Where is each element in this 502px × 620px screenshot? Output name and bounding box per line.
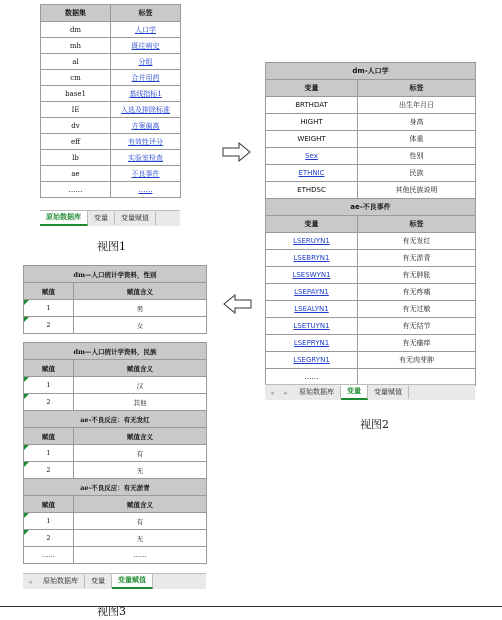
view2-label-cell: 有无过敏 [358, 301, 476, 318]
view3-value-cell: 1 [24, 513, 74, 530]
view2-label-cell: 有无疼痛 [358, 284, 476, 301]
view1-label-link[interactable]: 入选及排除标准 [111, 102, 181, 118]
view1-tab-variables[interactable]: 变量 [88, 212, 115, 225]
view1-header-dataset: 数据集 [41, 5, 111, 22]
view1-tab-raw-database[interactable]: 原始数据库 [40, 211, 88, 226]
view1-sheet-tabs [40, 210, 180, 226]
view2-label-cell: 体重 [358, 131, 476, 148]
page-divider [0, 606, 502, 607]
view2-tab-variable-values[interactable]: 变量赋值 [368, 386, 409, 399]
view1-dataset-table [40, 4, 181, 198]
view2-label-cell: 有无发红 [358, 233, 476, 250]
view2-header-variable: 变量 [266, 80, 358, 97]
view2-header-variable: 变量 [266, 216, 358, 233]
view2-header-label: 标签 [358, 80, 476, 97]
view2-label-cell: 身高 [358, 114, 476, 131]
view1-dataset-cell: mh [41, 38, 111, 54]
view1-panel [40, 4, 180, 228]
view3-value-cell: 1 [24, 300, 74, 317]
view2-variable-link[interactable]: LSEBRYN1 [266, 250, 358, 267]
view2-tab-raw-database[interactable]: 原始数据库 [293, 386, 341, 399]
view2-variable-table [265, 62, 476, 386]
view1-label-link[interactable]: …… [111, 182, 181, 198]
view3-meaning-cell: 汉 [74, 377, 207, 394]
arrow-right-icon [222, 142, 252, 162]
view2-tab-variables[interactable]: 变量 [341, 385, 368, 400]
view2-label-cell: 有无瘙痒 [358, 335, 476, 352]
view2-variable-link[interactable]: LSETUYN1 [266, 318, 358, 335]
view2-label-cell: 民族 [358, 165, 476, 182]
view3-value-cell: 2 [24, 394, 74, 411]
view1-tab-variable-values[interactable]: 变量赋值 [115, 212, 156, 225]
view2-variable-link[interactable]: LSEPRYN1 [266, 335, 358, 352]
view2-label-cell: 性别 [358, 148, 476, 165]
view3-panel [23, 265, 206, 590]
view3-sheet-tabs [23, 573, 206, 589]
view3-value-cell: 1 [24, 445, 74, 462]
view3-meaning-cell: 有 [74, 445, 207, 462]
view2-sheet-tabs [265, 384, 475, 400]
view3-value-cell: 2 [24, 530, 74, 547]
view3-value-cell: 1 [24, 377, 74, 394]
view3-header-meaning: 赋值含义 [74, 496, 207, 513]
view3-ellipsis-cell: …… [24, 547, 74, 564]
view1-label-link[interactable]: 有效性评分 [111, 134, 181, 150]
view1-dataset-cell: cm [41, 70, 111, 86]
view3-meaning-cell: 其他 [74, 394, 207, 411]
view1-label-link[interactable]: 实验室检查 [111, 150, 181, 166]
view3-block-title: ae-不良反应：有无淤青 [24, 479, 207, 496]
tab-scroll-left-icon[interactable]: ◂ [28, 577, 32, 586]
view2-variable-cell: …… [266, 369, 358, 386]
view2-label-cell [358, 369, 476, 386]
view1-dataset-cell: dv [41, 118, 111, 134]
view1-dataset-cell: lb [41, 150, 111, 166]
view3-header-value: 赋值 [24, 360, 74, 377]
view1-dataset-cell: eff [41, 134, 111, 150]
view3-header-value: 赋值 [24, 428, 74, 445]
view2-variable-link[interactable]: LSEGRYN1 [266, 352, 358, 369]
view3-block-title: ae-不良反应：有无发红 [24, 411, 207, 428]
view3-block-title: dm—人口统计学资料，民族 [24, 343, 207, 360]
view3-meaning-cell: 无 [74, 462, 207, 479]
view3-value-cell: 2 [24, 317, 74, 334]
view2-label-cell: 有无肉芽肿 [358, 352, 476, 369]
view1-dataset-cell: ae [41, 166, 111, 182]
view2-panel [265, 62, 475, 400]
view1-dataset-cell: base1 [41, 86, 111, 102]
view2-variable-link[interactable]: LSEPAYN1 [266, 284, 358, 301]
view2-label-cell: 出生年月日 [358, 97, 476, 114]
view1-dataset-cell: IE [41, 102, 111, 118]
view3-tab-variable-values[interactable]: 变量赋值 [112, 574, 153, 589]
view3-value-table [23, 265, 207, 564]
view2-variable-link[interactable]: LSESWYN1 [266, 267, 358, 284]
view1-label-link[interactable]: 分组 [111, 54, 181, 70]
view3-header-meaning: 赋值含义 [74, 428, 207, 445]
view3-block-title: dm—人口统计学资料，性别 [24, 266, 207, 283]
view1-dataset-cell: …… [41, 182, 111, 198]
view1-label-link[interactable]: 人口学 [111, 22, 181, 38]
view2-variable-link[interactable]: Sex [266, 148, 358, 165]
view2-caption: 视图2 [360, 418, 389, 431]
view1-caption: 视图1 [97, 240, 126, 253]
view1-label-link[interactable]: 方案偏离 [111, 118, 181, 134]
view2-variable-link[interactable]: ETHNIC [266, 165, 358, 182]
view2-section-dm-title: dm-人口学 [266, 63, 476, 80]
view2-variable-cell: BRTHDAT [266, 97, 358, 114]
view1-header-label: 标签 [111, 5, 181, 22]
view1-label-link[interactable]: 合并用药 [111, 70, 181, 86]
view2-label-cell: 有无结节 [358, 318, 476, 335]
view2-variable-cell: WEIGHT [266, 131, 358, 148]
tab-scroll-left-icon[interactable]: ◂ [270, 388, 274, 397]
view3-header-meaning: 赋值含义 [74, 360, 207, 377]
arrow-left-icon [222, 294, 252, 314]
view2-label-cell: 其他民族说明 [358, 182, 476, 199]
view3-meaning-cell: 有 [74, 513, 207, 530]
view2-section-ae-title: ae-不良事件 [266, 199, 476, 216]
view2-variable-cell: HIGHT [266, 114, 358, 131]
view2-variable-link[interactable]: LSEALYN1 [266, 301, 358, 318]
view1-dataset-cell: dm [41, 22, 111, 38]
view1-label-link[interactable]: 既往病史 [111, 38, 181, 54]
view3-tab-variables[interactable]: 变量 [85, 575, 112, 588]
view2-variable-cell: ETHDSC [266, 182, 358, 199]
view1-label-link[interactable]: 基线指标1 [111, 86, 181, 102]
view3-meaning-cell: 男 [74, 300, 207, 317]
view3-header-value: 赋值 [24, 496, 74, 513]
view3-header-value: 赋值 [24, 283, 74, 300]
view3-ellipsis-cell: …… [74, 547, 207, 564]
view3-header-meaning: 赋值含义 [74, 283, 207, 300]
view2-label-cell: 有无肿胀 [358, 267, 476, 284]
tab-scroll-right-icon[interactable]: ▸ [284, 388, 288, 397]
view1-label-link[interactable]: 不良事件 [111, 166, 181, 182]
view3-caption: 视图3 [97, 605, 126, 618]
view1-dataset-cell: al [41, 54, 111, 70]
view2-header-label: 标签 [358, 216, 476, 233]
view3-meaning-cell: 无 [74, 530, 207, 547]
view2-label-cell: 有无淤青 [358, 250, 476, 267]
view3-meaning-cell: 女 [74, 317, 207, 334]
view3-tab-raw-database[interactable]: 原始数据库 [37, 575, 85, 588]
view2-variable-link[interactable]: LSERUYN1 [266, 233, 358, 250]
view3-value-cell: 2 [24, 462, 74, 479]
